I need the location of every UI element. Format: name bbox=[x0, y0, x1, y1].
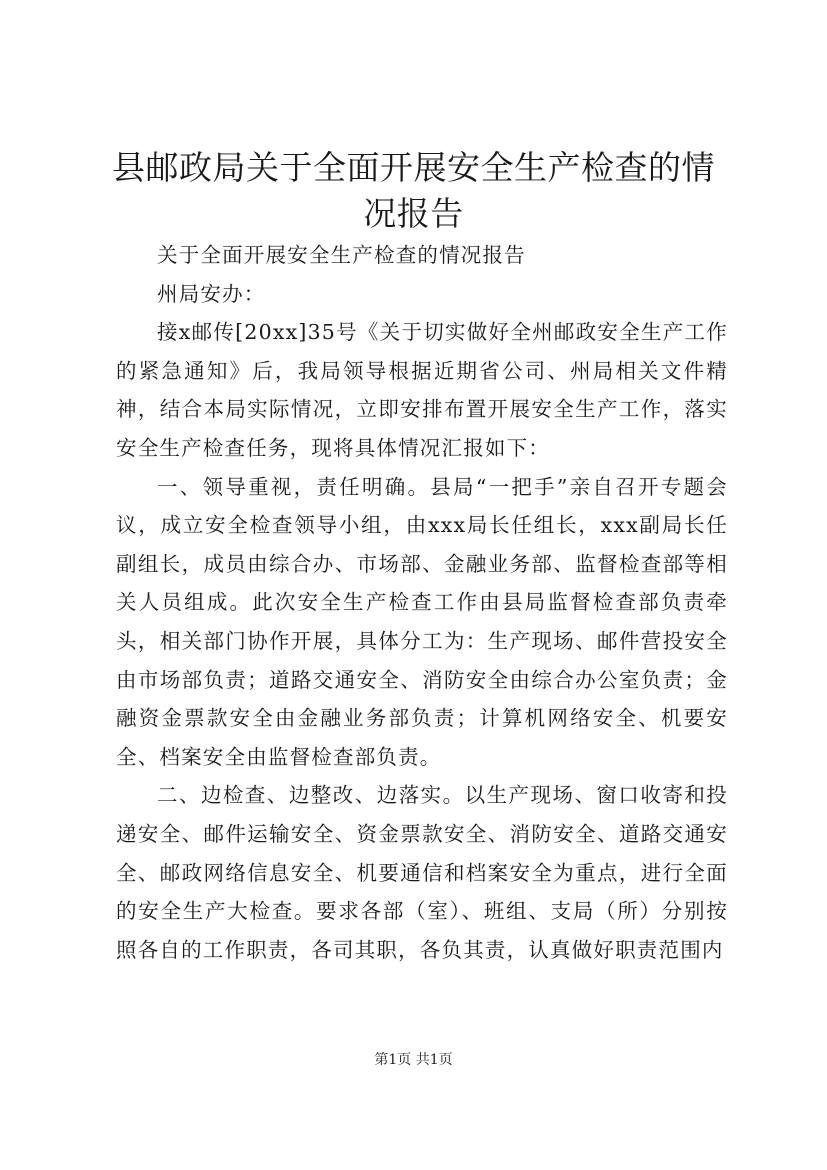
paragraph-intro: 接x邮传[20xx]35号《关于切实做好全州邮政安全生产工作的紧急通知》后，我局领导根据近期省公司、州局相关文件精神，结合本局实际情况，立即安排布置开展安全生产工作，落实安全生产检查任务，现将具体情况汇报如下： bbox=[116, 320, 728, 460]
paragraph-report-heading: 关于全面开展安全生产检查的情况报告 bbox=[157, 243, 526, 267]
paragraph-section-two: 二、边检查、边整改、边落实。以生产现场、窗口收寄和投递安全、邮件运输安全、资金票款安全、消防安全、道路交通安全、邮政网络信息安全、机要通信和档案安全为重点，进行全面的安全生产大检查。要求各部（室）、班组、支局（所）分别按照各自的工作职责，各司其职，各负其责，认真做好职责范围内 bbox=[116, 783, 728, 962]
paragraph-salutation: 州局安办： bbox=[157, 281, 266, 306]
paragraph-section-one: 一、领导重视，责任明确。县局“一把手”亲自召开专题会议，成立安全检查领导小组，由xxx局长任组长，xxx副局长任副组长，成员由综合办、市场部、金融业务部、监督检查部等相关人员组成。此次安全生产检查工作由县局监督检查部负责牵头，相关部门协作开展，具体分工为：生产现场、邮件营投安全由市场部负责；道路交通安全、消防安全由综合办公室负责；金融资金票款安全由金融业务部负责；计算机网络安全、机要安全、档案安全由监督检查部负责。 bbox=[116, 474, 728, 769]
page-footer: 第1页 共1页 bbox=[374, 1052, 453, 1068]
document-body bbox=[116, 236, 728, 969]
document-title: 县邮政局关于全面开展安全生产检查的情况报告 bbox=[112, 148, 715, 233]
